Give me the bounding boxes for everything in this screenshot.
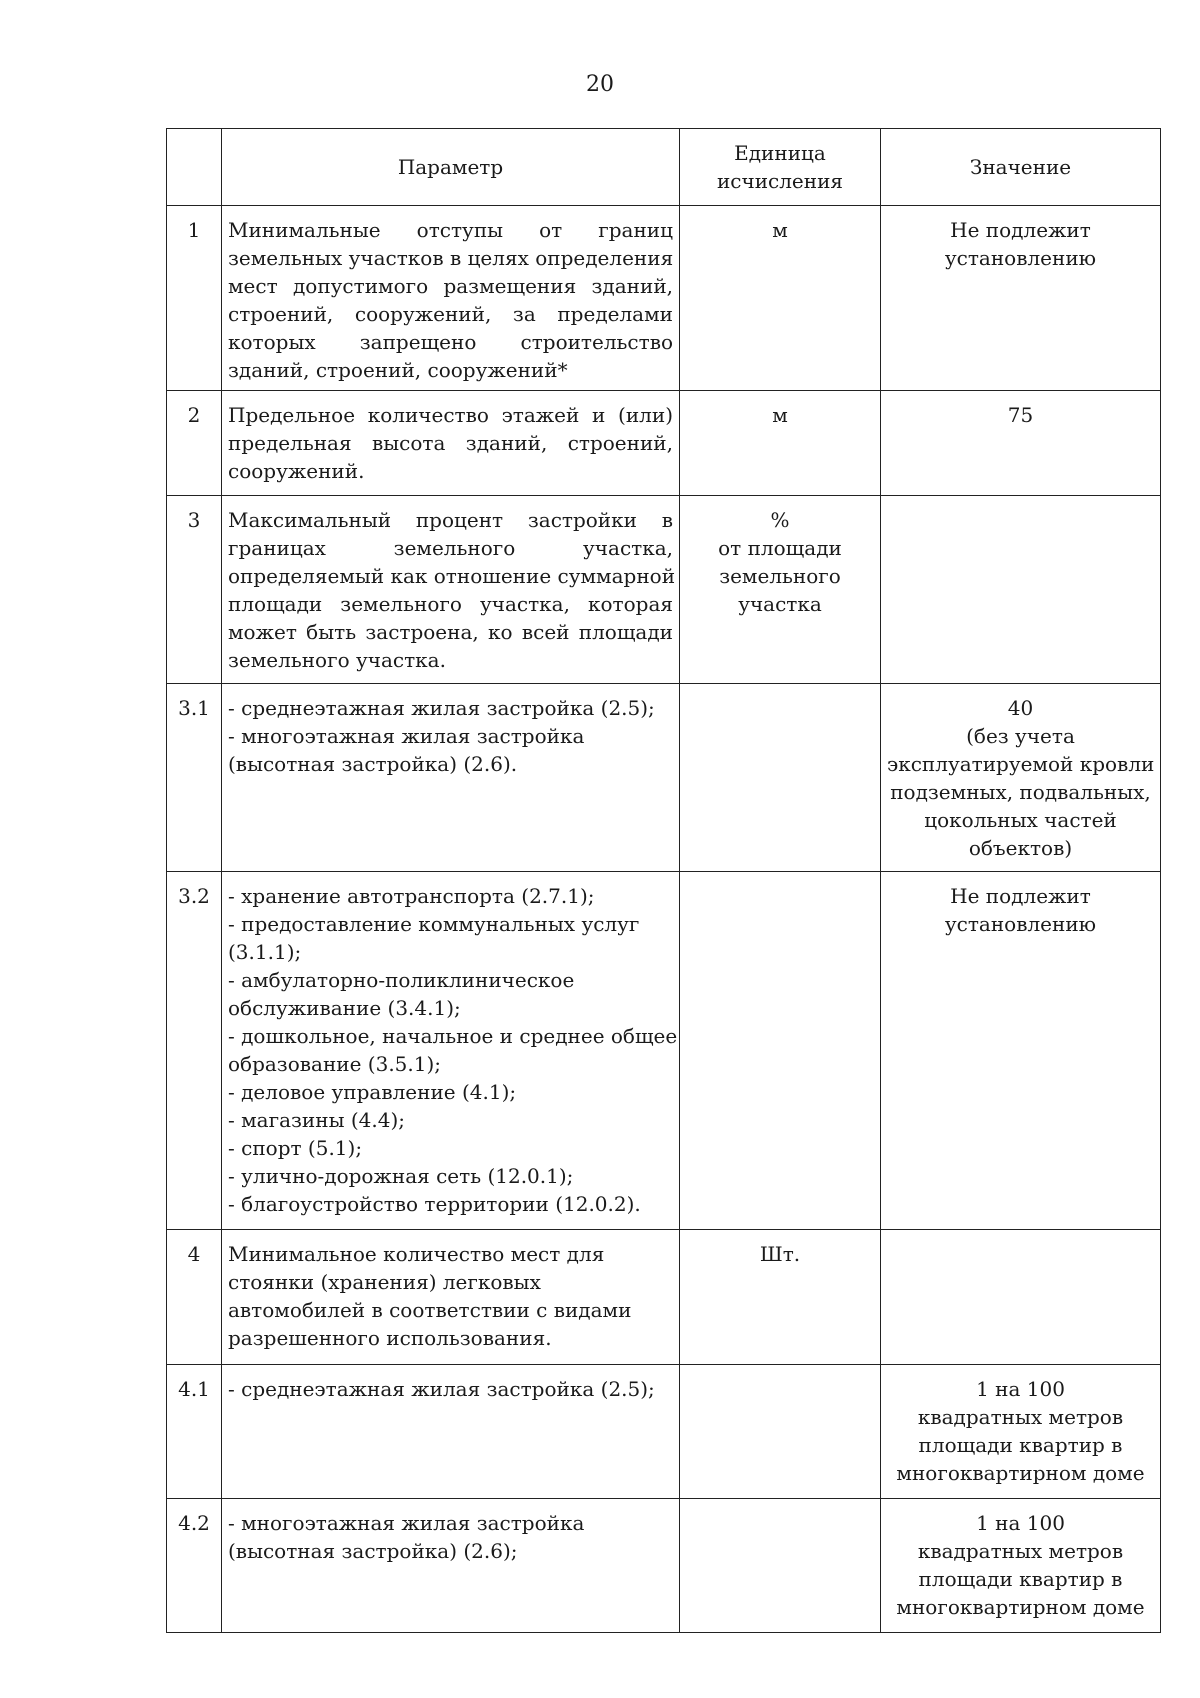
param-line: границах земельного участка, [228, 536, 673, 560]
row-parameter [222, 496, 680, 684]
row-parameter [222, 1230, 680, 1365]
header-unit [680, 129, 881, 206]
unit-line: участка [738, 592, 822, 616]
param-line: земельных участков в целях определения [228, 246, 674, 270]
value-line: эксплуатируемой кровли [887, 752, 1155, 776]
value-line: (без учета [966, 724, 1075, 748]
param-line: - хранение автотранспорта (2.7.1); [228, 884, 595, 908]
row-parameter [222, 1499, 680, 1633]
row-unit [680, 206, 881, 391]
row-parameter [222, 206, 680, 391]
value-line: 75 [1007, 403, 1034, 427]
header-number [167, 129, 222, 206]
param-line: - амбулаторно-поликлиническое [228, 968, 575, 992]
row-value [881, 391, 1161, 496]
header-unit-line-2: исчисления [716, 169, 844, 193]
param-line: земельного участка. [228, 648, 446, 672]
param-line: мест допустимого размещения зданий, [228, 274, 673, 298]
param-line: сооружений. [228, 459, 365, 483]
param-line: предельная высота зданий, строений, [228, 431, 673, 455]
row-number: 4 [167, 1230, 222, 1365]
row-number: 2 [167, 391, 222, 496]
table-row [167, 1230, 1161, 1365]
table-row [167, 1499, 1161, 1633]
param-line: определяемый как отношение суммарной [228, 564, 676, 588]
param-line: - многоэтажная жилая застройка [228, 724, 585, 748]
row-parameter [222, 684, 680, 872]
param-line: обслуживание (3.4.1); [228, 996, 461, 1020]
header-unit-line-1: Единица [734, 141, 826, 165]
unit-line: м [772, 403, 788, 427]
value-line: квадратных метров [917, 1405, 1124, 1429]
row-value [881, 1499, 1161, 1633]
param-line: Минимальное количество мест для [228, 1242, 605, 1266]
row-value [881, 496, 1161, 684]
row-unit [680, 1230, 881, 1365]
header-parameter: Параметр [222, 129, 680, 206]
parameters-table [166, 128, 1161, 1633]
page-number: 20 [586, 72, 614, 97]
row-value [881, 1365, 1161, 1499]
value-line: многоквартирном доме [896, 1595, 1145, 1619]
param-line: разрешенного использования. [228, 1326, 552, 1350]
param-line: (высотная застройка) (2.6). [228, 752, 518, 776]
value-line: цокольных частей [924, 808, 1117, 832]
row-number: 3.1 [167, 684, 222, 872]
row-parameter [222, 1365, 680, 1499]
header-value: Значение [881, 129, 1161, 206]
value-line: 40 [1007, 696, 1034, 720]
row-value [881, 872, 1161, 1230]
param-line: - деловое управление (4.1); [228, 1080, 517, 1104]
value-line: подземных, подвальных, [890, 780, 1151, 804]
param-line: - предоставление коммунальных услуг [228, 912, 640, 936]
param-line: - среднеэтажная жилая застройка (2.5); [228, 1377, 655, 1401]
value-line: площади квартир в [918, 1433, 1123, 1457]
row-parameter [222, 872, 680, 1230]
param-line: (высотная застройка) (2.6); [228, 1539, 518, 1563]
row-unit [680, 1499, 881, 1633]
param-line: автомобилей в соответствии с видами [228, 1298, 632, 1322]
param-line: - среднеэтажная жилая застройка (2.5); [228, 696, 655, 720]
param-line: - многоэтажная жилая застройка [228, 1511, 585, 1535]
value-line: квадратных метров [917, 1539, 1124, 1563]
row-unit [680, 872, 881, 1230]
row-number: 3 [167, 496, 222, 684]
row-number: 4.2 [167, 1499, 222, 1633]
row-value [881, 684, 1161, 872]
value-line: 1 на 100 [976, 1511, 1065, 1535]
param-line: - спорт (5.1); [228, 1136, 363, 1160]
param-line: - благоустройство территории (12.0.2). [228, 1192, 641, 1216]
row-unit [680, 391, 881, 496]
param-line: образование (3.5.1); [228, 1052, 442, 1076]
table-header-row [167, 129, 1161, 206]
unit-line: м [772, 218, 788, 242]
value-line: установлению [944, 912, 1097, 936]
param-line: стоянки (хранения) легковых [228, 1270, 541, 1294]
param-line: Предельное количество этажей и (или) [228, 403, 673, 427]
row-unit [680, 684, 881, 872]
param-line: - дошкольное, начальное и среднее общее [228, 1024, 678, 1048]
row-number: 4.1 [167, 1365, 222, 1499]
unit-line: от площади [718, 536, 842, 560]
param-line: - улично-дорожная сеть (12.0.1); [228, 1164, 574, 1188]
value-line: многоквартирном доме [896, 1461, 1145, 1485]
param-line: - магазины (4.4); [228, 1108, 405, 1132]
row-number: 1 [167, 206, 222, 391]
row-value [881, 206, 1161, 391]
unit-line: Шт. [759, 1242, 801, 1266]
table-row [167, 1365, 1161, 1499]
value-line: Не подлежит [950, 884, 1091, 908]
value-line: площади квартир в [918, 1567, 1123, 1591]
param-line: (3.1.1); [228, 940, 302, 964]
unit-line: % [770, 508, 790, 532]
param-line: Максимальный процент застройки в [228, 508, 673, 532]
param-line: строений, сооружений, за пределами [228, 302, 673, 326]
value-line: Не подлежит [950, 218, 1091, 242]
table-row [167, 496, 1161, 684]
value-line: установлению [944, 246, 1097, 270]
param-line: может быть застроена, ко всей площади [228, 620, 673, 644]
table-row [167, 872, 1161, 1230]
table-row [167, 391, 1161, 496]
param-line: площади земельного участка, которая [228, 592, 673, 616]
row-unit [680, 496, 881, 684]
row-number: 3.2 [167, 872, 222, 1230]
value-line: объектов) [968, 836, 1073, 860]
row-unit [680, 1365, 881, 1499]
value-line: 1 на 100 [976, 1377, 1065, 1401]
param-line: которых запрещено строительство [228, 330, 673, 354]
param-line: Минимальные отступы от границ [228, 218, 673, 242]
row-value [881, 1230, 1161, 1365]
param-line: зданий, строений, сооружений* [228, 358, 568, 382]
unit-line: земельного [719, 564, 841, 588]
table-row [167, 684, 1161, 872]
row-parameter [222, 391, 680, 496]
table-row [167, 206, 1161, 391]
